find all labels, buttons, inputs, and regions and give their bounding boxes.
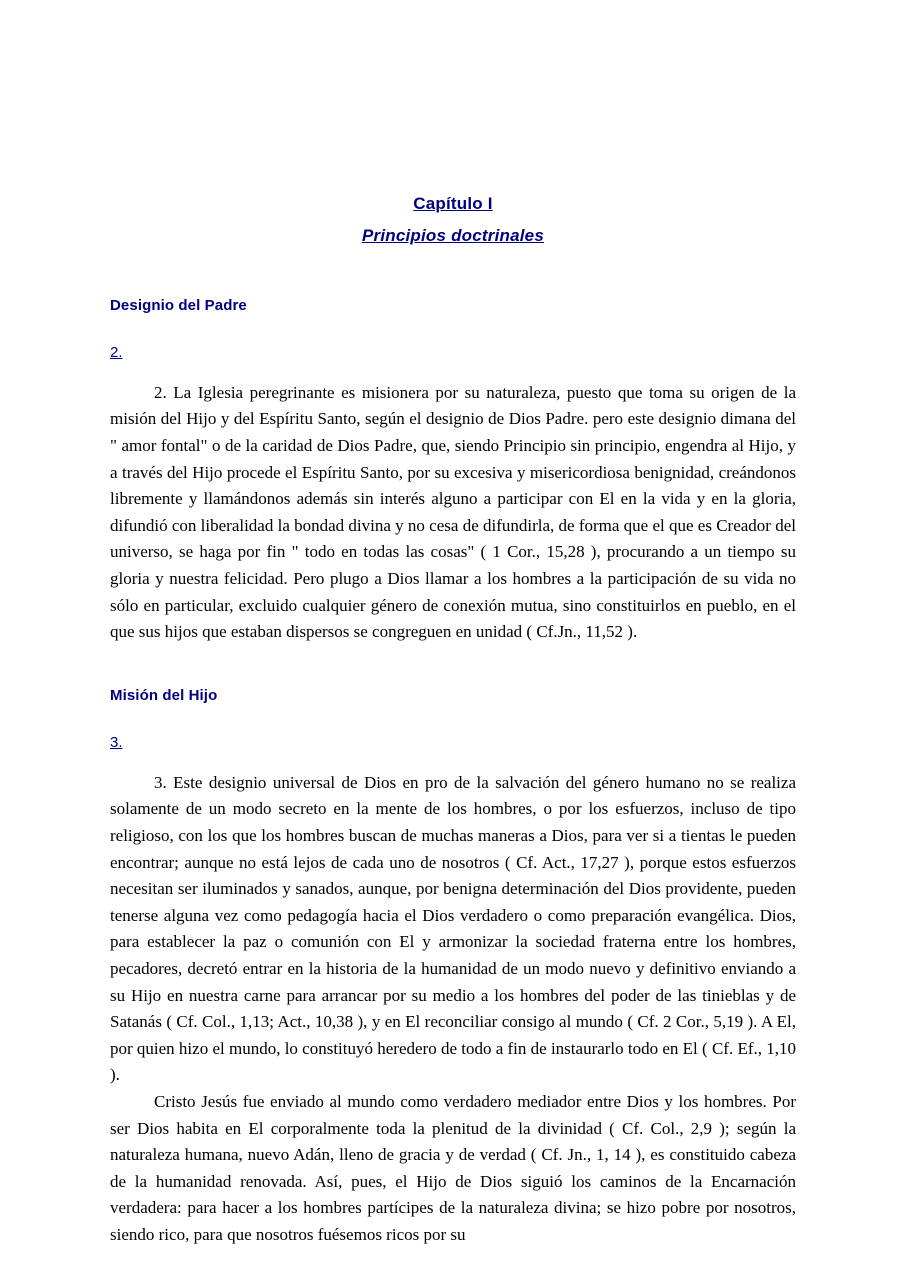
chapter-title-block <box>110 0 796 248</box>
paragraph <box>110 380 796 646</box>
section-number-link[interactable]: 2. <box>110 344 123 362</box>
chapter-subtitle: Principios doctrinales <box>361 225 544 245</box>
section-number-block <box>110 343 796 363</box>
chapter-title: Capítulo I <box>413 194 493 213</box>
paragraph-text: 2. La Iglesia peregrinante es misionera por su naturaleza, puesto que toma su origen de la misión del Hijo y del Espíritu Santo, según el designio de Dios Padre. pero este designio dimana del " amor fontal" o de la caridad de Dios Padre, que, siendo Principio sin principio, engendra al Hijo, y a través del Hijo procede el Espíritu Santo, por su excesiva y misericordiosa benignidad, creándonos libremente y llamándonos además sin interés alguno a participar con El en la vida y en la gloria, difundió con liberalidad la bondad divina y no cesa de difundirla, de forma que el que es Creador del universo, se haga por fin " todo en todas las cosas" ( 1 Cor., 15,28 ), procurando a un tiempo su gloria y nuestra felicidad. Pero plugo a Dios llamar a los hombres a la participación de su vida no sólo en particular, excluido cualquier género de conexión mutua, sino constituirlos en pueblo, en el que sus hijos que estaban dispersos se congreguen en unidad ( Cf.Jn., 11,52 ). <box>110 382 796 642</box>
section-mision-del-hijo <box>110 686 796 706</box>
paragraph-text: 3. Este designio universal de Dios en pro de la salvación del género humano no se realiza solamente de un modo secreto en la mente de los hombres, o por los esfuerzos, incluso de tipo religioso, con los que los hombres buscan de muchas maneras a Dios, para ver si a tientas le pueden encontrar; aunque no está lejos de cada uno de nosotros ( Cf. Act., 17,27 ), porque estos esfuerzos necesitan ser iluminados y sanados, aunque, por benigna determinación del Dios providente, pueden tenerse alguna vez como pedagogía hacia el Dios verdadero o como preparación evangélica. Dios, para establecer la paz o comunión con El y armonizar la sociedad fraterna entre los hombres, pecadores, decretó entrar en la historia de la humanidad de un modo nuevo y definitivo enviando a su Hijo en nuestra carne para arrancar por su medio a los hombres del poder de las tinieblas y de Satanás ( Cf. Col., 1,13; Act., 10,38 ), y en El reconciliar consigo al mundo ( Cf. 2 Cor., 5,19 ). A El, por quien hizo el mundo, lo constituyó heredero de todo a fin de instaurarlo todo en El ( Cf. Ef., 1,10 ). <box>110 772 796 1085</box>
paragraph-text: Cristo Jesús fue enviado al mundo como verdadero mediador entre Dios y los hombres. Por ser Dios habita en El corporalmente toda la plenitud de la divinidad ( Cf. Col., 2,9 ); según la naturaleza humana, nuevo Adán, lleno de gracia y de verdad ( Cf. Jn., 1, 14 ), es constituido cabeza de la humanidad renovada. Así, pues, el Hijo de Dios siguió los caminos de la Encarnación verdadera: para hacer a los hombres partícipes de la naturaleza divina; se hizo pobre por nosotros, siendo rico, para que nosotros fuésemos ricos por su <box>110 1091 796 1244</box>
section-heading: Misión del Hijo <box>110 686 218 704</box>
section-number-block <box>110 733 796 753</box>
section-number-link[interactable]: 3. <box>110 734 123 752</box>
paragraph <box>110 1089 796 1249</box>
paragraph <box>110 770 796 1089</box>
section-designio-del-padre <box>110 296 796 316</box>
section-heading: Designio del Padre <box>110 296 247 314</box>
page-content <box>110 0 796 1249</box>
